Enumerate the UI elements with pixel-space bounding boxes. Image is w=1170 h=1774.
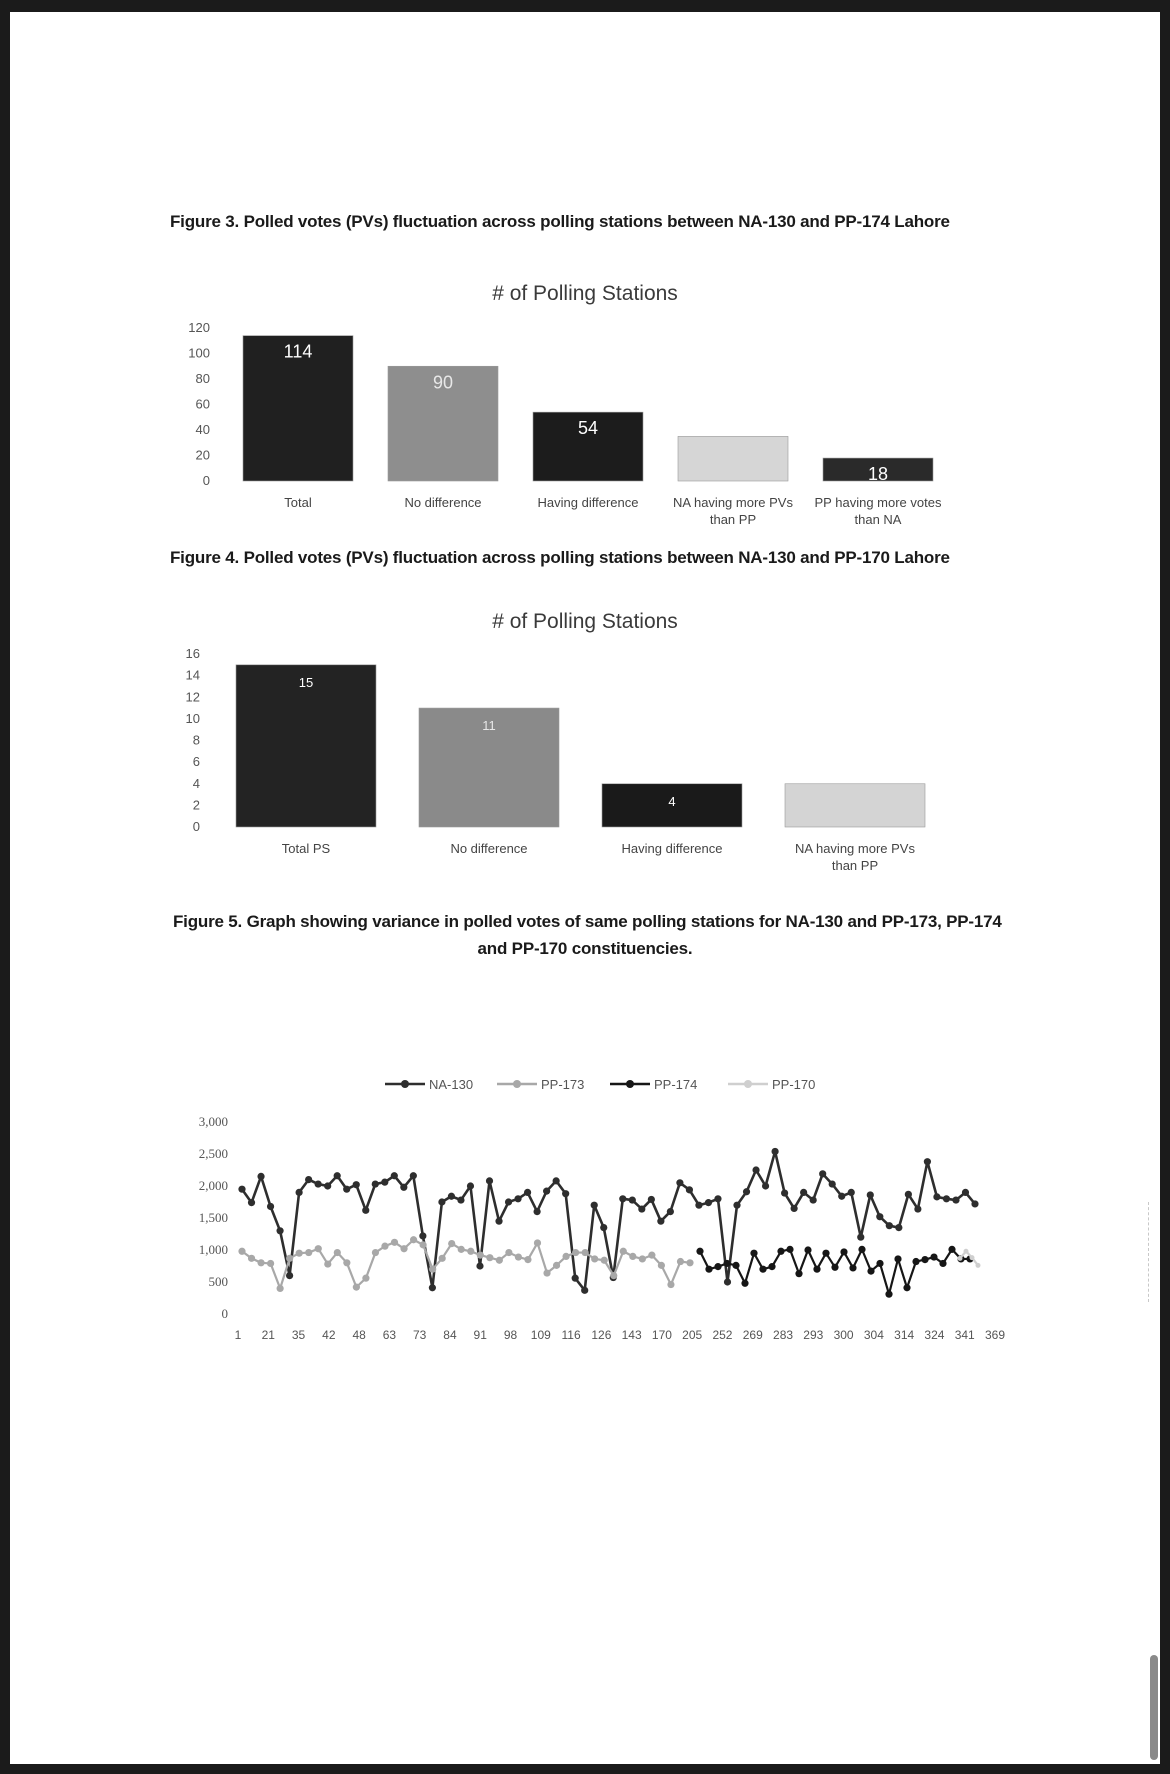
data-point <box>840 1248 847 1255</box>
data-point <box>267 1260 274 1267</box>
data-point <box>958 1256 963 1261</box>
data-point <box>582 1249 589 1256</box>
chart-title: # of Polling Stations <box>492 610 678 633</box>
data-point <box>759 1266 766 1273</box>
x-tick-label: 269 <box>742 1328 763 1342</box>
figure-5-line-chart <box>10 1077 1160 1492</box>
x-tick-label: 109 <box>530 1328 551 1342</box>
data-point <box>610 1272 617 1279</box>
data-point <box>885 1291 892 1298</box>
data-point <box>372 1249 379 1256</box>
x-tick-label: 73 <box>413 1328 427 1342</box>
data-point <box>714 1195 721 1202</box>
data-point <box>895 1224 902 1231</box>
data-point <box>505 1198 512 1205</box>
x-tick-label: 283 <box>773 1328 794 1342</box>
y-tick-label: 0 <box>192 819 200 834</box>
data-point <box>267 1203 274 1210</box>
figure-4-bar-chart <box>10 602 1160 902</box>
data-point <box>714 1263 721 1270</box>
y-tick-label: 100 <box>188 345 210 361</box>
data-point <box>562 1253 569 1260</box>
data-point <box>970 1255 975 1260</box>
data-point <box>781 1189 788 1196</box>
data-point <box>686 1259 693 1266</box>
data-point <box>534 1239 541 1246</box>
bar <box>785 784 925 827</box>
x-tick-label: 84 <box>443 1328 457 1342</box>
x-tick-label: 1 <box>234 1328 242 1342</box>
bar-data-label: 90 <box>432 372 454 393</box>
data-point <box>867 1268 874 1275</box>
data-point <box>286 1272 293 1279</box>
x-tick-label: than NA <box>854 512 902 527</box>
y-tick-label: 3,000 <box>198 1114 228 1129</box>
x-tick-label: 98 <box>503 1328 518 1342</box>
data-point <box>353 1181 360 1188</box>
y-tick-label: 4 <box>192 775 200 791</box>
x-tick-label: 369 <box>984 1328 1006 1342</box>
data-point <box>257 1173 264 1180</box>
x-tick-label: No difference <box>404 495 482 510</box>
data-point <box>419 1232 426 1239</box>
data-point <box>813 1266 820 1273</box>
data-point <box>277 1285 284 1292</box>
legend-marker <box>513 1080 521 1088</box>
data-point <box>534 1208 541 1215</box>
data-point <box>429 1284 436 1291</box>
legend-marker <box>744 1080 752 1088</box>
data-point <box>933 1193 940 1200</box>
legend-marker <box>401 1080 409 1088</box>
data-point <box>648 1252 655 1259</box>
data-point <box>477 1252 484 1259</box>
legend-label: PP-174 <box>654 1077 698 1092</box>
series-line <box>242 1151 975 1290</box>
data-point <box>238 1186 245 1193</box>
data-point <box>768 1263 775 1270</box>
x-tick-label: 293 <box>803 1328 824 1342</box>
data-point <box>943 1195 950 1202</box>
bar-data-label: 15 <box>298 674 314 690</box>
data-point <box>600 1224 607 1231</box>
data-point <box>496 1257 503 1264</box>
bar-data-label: 54 <box>577 418 599 439</box>
data-point <box>458 1246 465 1253</box>
x-tick-label: 304 <box>863 1328 884 1342</box>
data-point <box>658 1262 665 1269</box>
data-point <box>939 1260 946 1267</box>
y-tick-label: 0 <box>202 473 210 488</box>
x-tick-label: PP having more votes <box>814 495 942 510</box>
data-point <box>296 1189 303 1196</box>
series-line <box>242 1240 690 1289</box>
scrollbar-track-hint <box>1148 1202 1155 1302</box>
data-point <box>971 1200 978 1207</box>
data-point <box>848 1189 855 1196</box>
data-point <box>819 1170 826 1177</box>
data-point <box>572 1249 579 1256</box>
y-tick-label: 6 <box>192 754 200 770</box>
bar <box>678 436 788 481</box>
data-point <box>657 1218 664 1225</box>
data-point <box>315 1180 322 1187</box>
data-point <box>723 1260 730 1267</box>
data-point <box>524 1189 531 1196</box>
figure-3-bar-chart <box>10 270 1160 590</box>
data-point <box>876 1213 883 1220</box>
data-point <box>639 1255 646 1262</box>
data-point <box>591 1255 598 1262</box>
data-point <box>677 1258 684 1265</box>
bar-data-label: 114 <box>283 341 313 362</box>
y-tick-label: 1,500 <box>198 1210 228 1225</box>
data-point <box>486 1254 493 1261</box>
data-point <box>829 1180 836 1187</box>
bar-data-label: 4 <box>668 793 676 809</box>
data-point <box>543 1188 550 1195</box>
data-point <box>838 1193 845 1200</box>
x-tick-label: 170 <box>651 1328 672 1342</box>
data-point <box>620 1248 627 1255</box>
data-point <box>495 1218 502 1225</box>
data-point <box>467 1248 474 1255</box>
data-point <box>964 1249 969 1254</box>
x-tick-label: 143 <box>621 1328 642 1342</box>
figure-5-caption-line-1: Figure 5. Graph showing variance in polled votes of same polling stations for NA-130 and PP-173, PP-174 <box>173 912 1002 931</box>
x-tick-label: than PP <box>709 512 757 527</box>
data-point <box>948 1246 955 1253</box>
data-point <box>286 1255 293 1262</box>
data-point <box>800 1189 807 1196</box>
data-point <box>505 1249 512 1256</box>
data-point <box>777 1248 784 1255</box>
data-point <box>696 1248 703 1255</box>
x-tick-label: 252 <box>712 1328 733 1342</box>
y-tick-label: 8 <box>192 732 200 748</box>
data-point <box>581 1287 588 1294</box>
data-point <box>601 1257 608 1264</box>
data-point <box>276 1227 283 1234</box>
data-point <box>448 1193 455 1200</box>
data-point <box>296 1250 303 1257</box>
x-tick-label: 63 <box>382 1328 397 1342</box>
data-point <box>743 1188 750 1195</box>
data-point <box>894 1255 901 1262</box>
data-point <box>705 1199 712 1206</box>
x-tick-label: 314 <box>894 1328 915 1342</box>
data-point <box>976 1263 981 1268</box>
data-point <box>921 1256 928 1263</box>
y-tick-label: 16 <box>185 646 200 661</box>
data-point <box>638 1205 645 1212</box>
y-tick-label: 1,000 <box>198 1242 228 1257</box>
data-point <box>553 1262 560 1269</box>
data-point <box>619 1195 626 1202</box>
data-point <box>667 1281 674 1288</box>
data-point <box>457 1196 464 1203</box>
data-point <box>305 1249 312 1256</box>
x-tick-label: 341 <box>954 1328 975 1342</box>
data-point <box>952 1196 959 1203</box>
y-tick-label: 500 <box>208 1274 228 1289</box>
x-tick-label: 324 <box>924 1328 945 1342</box>
data-point <box>486 1177 493 1184</box>
x-tick-label: 35 <box>291 1328 306 1342</box>
figure-3-caption: Figure 3. Polled votes (PVs) fluctuation across polling stations between NA-130 and PP-174 Lahore <box>170 212 950 231</box>
data-point <box>667 1208 674 1215</box>
bar-data-label: 18 <box>867 464 889 485</box>
y-tick-label: 10 <box>185 710 200 726</box>
y-tick-label: 0 <box>221 1306 228 1321</box>
x-tick-label: Total PS <box>281 841 331 856</box>
data-point <box>962 1189 969 1196</box>
data-point <box>762 1182 769 1189</box>
data-point <box>750 1250 757 1257</box>
data-point <box>448 1240 455 1247</box>
data-point <box>362 1207 369 1214</box>
bar-data-label: 11 <box>482 718 496 734</box>
data-point <box>849 1264 856 1271</box>
data-point <box>476 1262 483 1269</box>
y-tick-label: 20 <box>195 447 210 463</box>
data-point <box>372 1180 379 1187</box>
data-point <box>686 1186 693 1193</box>
data-point <box>810 1196 817 1203</box>
x-tick-label: 116 <box>561 1328 581 1342</box>
y-tick-label: 40 <box>195 422 210 437</box>
data-point <box>238 1248 245 1255</box>
x-tick-label: NA having more PVs <box>673 495 793 510</box>
data-point <box>439 1255 446 1262</box>
data-point <box>514 1195 521 1202</box>
data-point <box>562 1190 569 1197</box>
data-point <box>786 1246 793 1253</box>
data-point <box>524 1256 531 1263</box>
data-point <box>324 1260 331 1267</box>
data-point <box>648 1196 655 1203</box>
legend-label: PP-170 <box>772 1077 816 1092</box>
data-point <box>315 1245 322 1252</box>
x-tick-label: 42 <box>322 1328 336 1342</box>
y-tick-label: 14 <box>185 667 200 683</box>
data-point <box>343 1259 350 1266</box>
data-point <box>831 1264 838 1271</box>
data-point <box>391 1239 398 1246</box>
data-point <box>248 1255 255 1262</box>
data-point <box>705 1266 712 1273</box>
data-point <box>467 1182 474 1189</box>
data-point <box>857 1234 864 1241</box>
data-point <box>438 1198 445 1205</box>
legend-label: PP-173 <box>541 1077 585 1092</box>
data-point <box>876 1260 883 1267</box>
data-point <box>733 1202 740 1209</box>
x-tick-label: Having difference <box>621 841 723 856</box>
data-point <box>858 1246 865 1253</box>
data-point <box>903 1284 910 1291</box>
data-point <box>334 1172 341 1179</box>
data-point <box>905 1191 912 1198</box>
data-point <box>886 1222 893 1229</box>
data-point <box>930 1253 937 1260</box>
data-point <box>248 1199 255 1206</box>
x-tick-label: Having difference <box>537 495 639 510</box>
y-tick-label: 12 <box>185 689 200 705</box>
x-tick-label: 126 <box>591 1328 612 1342</box>
data-point <box>257 1259 264 1266</box>
data-point <box>400 1245 407 1252</box>
data-point <box>732 1262 739 1269</box>
data-point <box>629 1253 636 1260</box>
data-point <box>914 1205 921 1212</box>
data-point <box>791 1205 798 1212</box>
data-point <box>924 1158 931 1165</box>
vertical-scrollbar-thumb[interactable] <box>1150 1655 1158 1760</box>
data-point <box>912 1258 919 1265</box>
x-tick-label: 91 <box>473 1328 487 1342</box>
data-point <box>420 1241 427 1248</box>
y-tick-label: 2,500 <box>198 1146 228 1161</box>
x-tick-label: NA having more PVs <box>795 841 915 856</box>
data-point <box>343 1186 350 1193</box>
data-point <box>305 1176 312 1183</box>
data-point <box>429 1266 436 1273</box>
data-point <box>695 1202 702 1209</box>
data-point <box>867 1191 874 1198</box>
x-tick-label: 48 <box>352 1328 366 1342</box>
data-point <box>381 1243 388 1250</box>
data-point <box>795 1270 802 1277</box>
data-point <box>771 1148 778 1155</box>
x-tick-label: No difference <box>450 841 528 856</box>
data-point <box>629 1196 636 1203</box>
data-point <box>410 1236 417 1243</box>
x-tick-label: Total <box>284 495 312 510</box>
data-point <box>724 1278 731 1285</box>
data-point <box>515 1253 522 1260</box>
x-tick-label: than PP <box>831 858 879 873</box>
y-tick-label: 120 <box>188 320 210 335</box>
data-point <box>543 1269 550 1276</box>
document-page <box>10 12 1160 1764</box>
figure-4-caption: Figure 4. Polled votes (PVs) fluctuation across polling stations between NA-130 and PP-170 Lahore <box>170 548 950 567</box>
data-point <box>822 1250 829 1257</box>
y-tick-label: 60 <box>195 396 210 412</box>
data-point <box>741 1280 748 1287</box>
data-point <box>400 1184 407 1191</box>
data-point <box>410 1172 417 1179</box>
data-point <box>676 1179 683 1186</box>
data-point <box>553 1177 560 1184</box>
figure-5-caption-line-2: and PP-170 constituencies. <box>477 939 693 958</box>
legend-label: NA-130 <box>429 1077 474 1092</box>
data-point <box>324 1182 331 1189</box>
legend-marker <box>626 1080 634 1088</box>
y-tick-label: 2 <box>192 797 200 813</box>
data-point <box>591 1202 598 1209</box>
y-tick-label: 80 <box>195 371 210 386</box>
x-tick-label: 205 <box>682 1328 703 1342</box>
data-point <box>572 1275 579 1282</box>
series-line <box>700 1249 970 1294</box>
data-point <box>334 1249 341 1256</box>
x-tick-label: 300 <box>833 1328 854 1342</box>
data-point <box>391 1172 398 1179</box>
data-point <box>381 1179 388 1186</box>
x-tick-label: 21 <box>261 1328 275 1342</box>
data-point <box>362 1275 369 1282</box>
data-point <box>804 1246 811 1253</box>
data-point <box>353 1284 360 1291</box>
data-point <box>752 1166 759 1173</box>
chart-title: # of Polling Stations <box>492 282 678 305</box>
y-tick-label: 2,000 <box>198 1178 228 1193</box>
